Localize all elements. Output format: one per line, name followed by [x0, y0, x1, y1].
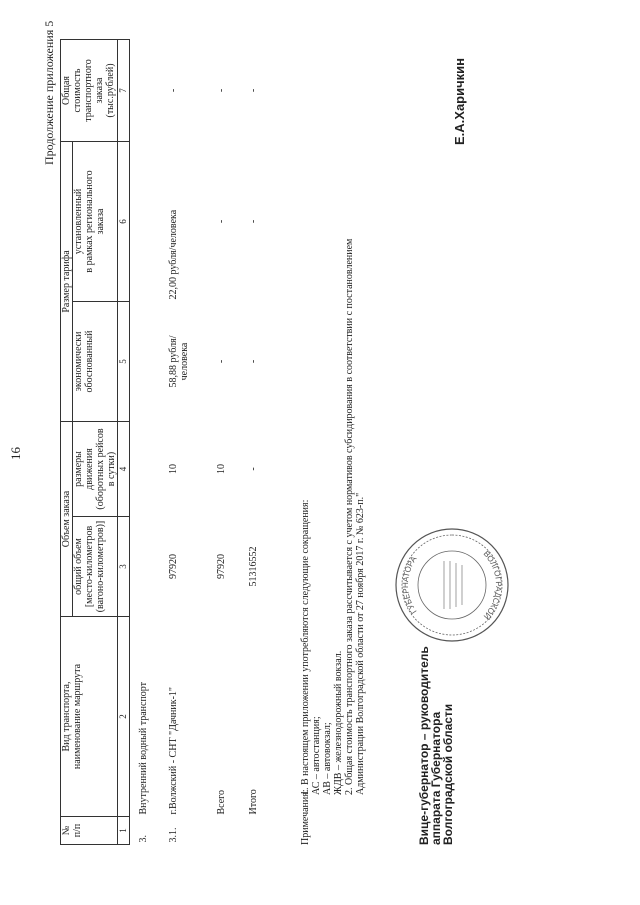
signature-line: аппарата Губернатора — [429, 711, 443, 845]
col-number: 2 — [118, 617, 130, 817]
tariff-table — [60, 39, 276, 845]
signature-title — [418, 646, 454, 845]
total-cost: - — [167, 88, 179, 93]
table-header-row — [61, 39, 73, 844]
tariff-regional: 22,00 рубля/человека — [167, 209, 179, 300]
tariff-econ: 58,88 рубля/ человека — [167, 335, 190, 388]
volume-size: 10 — [167, 464, 179, 474]
tariff-econ: - — [215, 359, 227, 364]
table-row — [216, 39, 248, 844]
volume-total: 97920 — [215, 554, 227, 579]
section-title: Внутренний водный транспорт — [138, 681, 149, 815]
note-line: Администрации Волгоградской области от 27 ноября 2017 г. № 623-п." — [355, 492, 366, 795]
col-number: 6 — [118, 141, 130, 301]
col-number: 3 — [118, 517, 130, 617]
volume-size: 10 — [215, 464, 227, 474]
header-volume-size: размеры движения (оборотных рейсов в сутки) — [73, 421, 118, 516]
header-num: № п/п — [61, 817, 118, 845]
header-transport-type: Вид транспорта, наименование маршрута — [61, 617, 118, 817]
tariff-regional: - — [215, 219, 227, 224]
signature-line: Вице-губернатор – руководитель — [417, 646, 431, 845]
continuation-caption: Продолжение приложения 5 — [42, 20, 56, 165]
seal-text-top: ГУБЕРНАТОРА — [400, 554, 419, 616]
header-tariff-regional: установленный в рамках регионального заказа — [73, 141, 118, 301]
route-name: г.Волжский - СНТ "Дачник-1" — [167, 686, 179, 815]
svg-text:ГУБЕРНАТОРА — [401, 554, 419, 615]
note-line: 2. Общая стоимость транспортного заказа рассчитывается с учетом нормативов субсидирования в соответствии с постановлением — [344, 238, 355, 795]
volume-total: 97920 — [167, 554, 179, 579]
volume-size: - — [247, 467, 259, 471]
signatory-name: Е.А.Харичкин — [452, 57, 467, 145]
row-label-grand-total: Итого — [247, 789, 259, 815]
signature-line: Волгоградской области — [441, 703, 455, 845]
notes-block — [300, 35, 380, 845]
svg-text:ВОЛГОГРАДСКОЙ — [481, 549, 503, 621]
note-line: АС – автостанция; — [311, 716, 322, 795]
note-line: АВ – автовокзал; — [322, 722, 333, 795]
note-line: 1. В настоящем приложении употребляются следующие сокращения: — [300, 499, 311, 795]
section-row — [130, 39, 160, 844]
header-tariff: Размер тарифа — [61, 141, 73, 421]
note-line: ЖДВ – железнодорожный вокзал. — [333, 650, 344, 795]
header-tariff-econ: экономически обоснованный — [73, 301, 118, 421]
total-cost: - — [247, 88, 259, 93]
tariff-regional: - — [247, 219, 259, 224]
table-row — [248, 39, 276, 844]
notes-label: Примечания: — [300, 789, 311, 845]
seal-text-bottom: ВОЛГОГРАДСКОЙ — [481, 549, 504, 621]
row-num — [216, 817, 248, 845]
col-number: 4 — [118, 421, 130, 516]
col-number: 1 — [118, 817, 130, 845]
total-cost: - — [215, 88, 227, 93]
tariff-econ: - — [247, 359, 259, 364]
header-total-cost: Общая стоимость транспортного заказа (тыс.рублей) — [61, 39, 118, 141]
header-order-volume: Объем заказа — [61, 421, 73, 616]
column-number-row — [118, 39, 130, 844]
volume-total: 51316552 — [247, 546, 259, 587]
page-number: 16 — [8, 447, 23, 460]
row-num: 3.1. — [167, 827, 179, 843]
header-volume-total: общий объем [место-километров (вагоно-километров)] — [73, 517, 118, 617]
col-number: 5 — [118, 301, 130, 421]
row-num — [248, 817, 276, 845]
col-number: 7 — [118, 39, 130, 141]
table-row — [160, 39, 216, 844]
official-seal — [392, 525, 512, 645]
section-num: 3. — [138, 835, 149, 843]
row-label-total: Всего — [215, 789, 227, 815]
